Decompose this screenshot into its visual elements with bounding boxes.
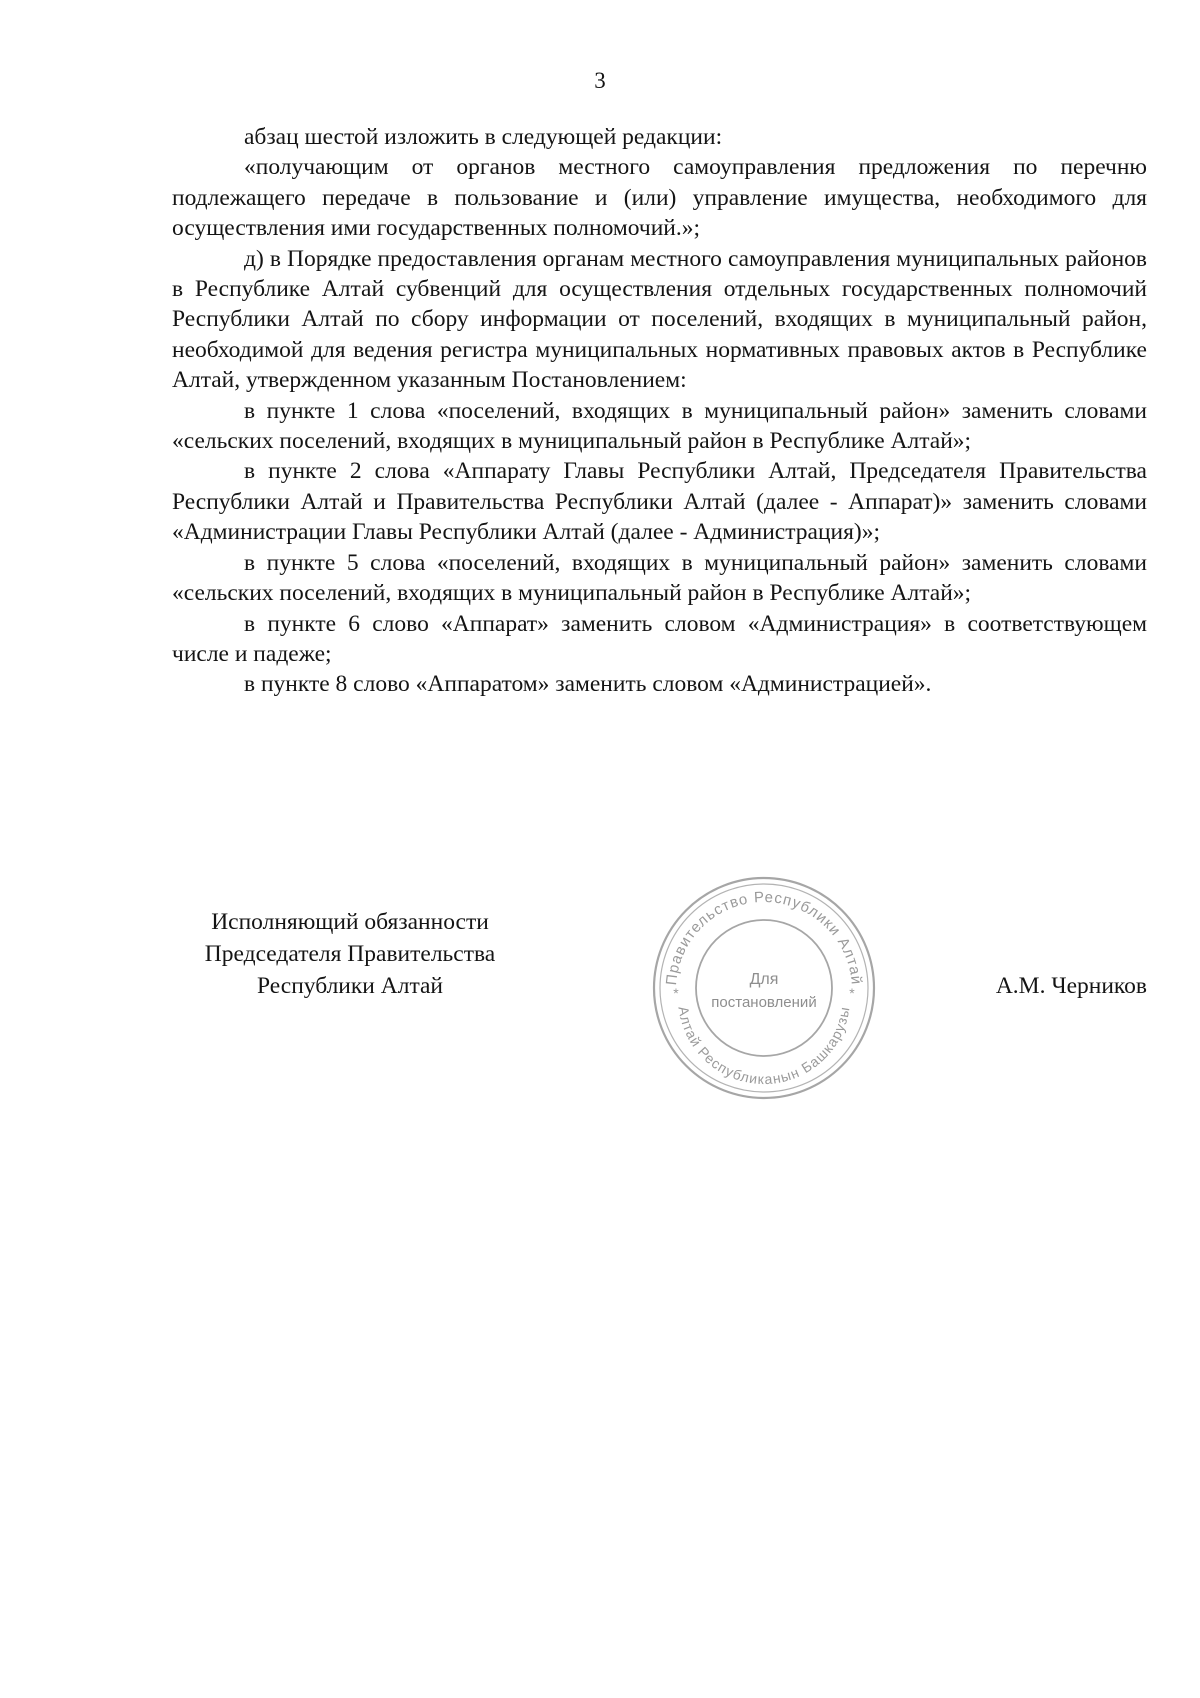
signatory-name: А.М. Черников — [995, 973, 1147, 999]
document-body — [172, 122, 1147, 700]
signatory-title — [150, 906, 550, 1002]
seal-outer-text: Правительство Республики Алтай — [662, 888, 865, 987]
seal-outer-text-bottom: Алтай Республиканын Башкарузы — [675, 1005, 853, 1088]
signatory-title-line: Исполняющий обязанности — [211, 909, 489, 935]
paragraph: в пункте 2 слова «Аппарату Главы Республики Алтай, Председателя Правительства Республики Алтай и Правительства Республики Алтай (далее - Аппарат)» заменить словами «Администрации Главы Республики Алтай (далее - Администрация)»; — [172, 458, 1147, 546]
seal-star-right: * — [849, 985, 855, 1001]
signatory-title-line: Председателя Правительства — [204, 941, 496, 967]
signatory-title-line: Республики Алтай — [256, 973, 444, 999]
seal-center-line1: Для — [749, 971, 779, 988]
paragraph: д) в Порядке предоставления органам местного самоуправления муниципальных районов в Республике Алтай субвенций для осуществления отдельных государственных полномочий Республики Алтай по сбору информации от поселений, входящих в муниципальный район, необходимой для ведения регистра муниципальных нормативных правовых актов в Республике Алтай, утвержденном указанным Постановлением: — [172, 245, 1147, 394]
seal-star-left: * — [673, 985, 679, 1001]
paragraph: в пункте 6 слово «Аппарат» заменить словом «Администрация» в соответствующем числе и падеже; — [172, 610, 1147, 667]
paragraph: абзац шестой изложить в следующей редакции: — [244, 124, 723, 150]
page-number: 3 — [594, 68, 606, 93]
seal-graphic — [648, 872, 880, 1104]
paragraph: в пункте 1 слова «поселений, входящих в муниципальный район» заменить словами «сельских поселений, входящих в муниципальный район в Республике Алтай»; — [172, 397, 1147, 455]
official-seal — [648, 872, 880, 1104]
paragraph: «получающим от органов местного самоуправления предложения по перечню подлежащего передаче в пользование и (или) управление имущества, необходимого для осуществления ими государственных полномочий.»; — [172, 154, 1147, 242]
paragraph: в пункте 8 слово «Аппаратом» заменить словом «Администрацией». — [244, 671, 932, 698]
seal-center-line2: постановлений — [711, 994, 817, 1011]
paragraph: в пункте 5 слова «поселений, входящих в муниципальный район» заменить словами «сельских поселений, входящих в муниципальный район в Республике Алтай»; — [172, 549, 1147, 607]
